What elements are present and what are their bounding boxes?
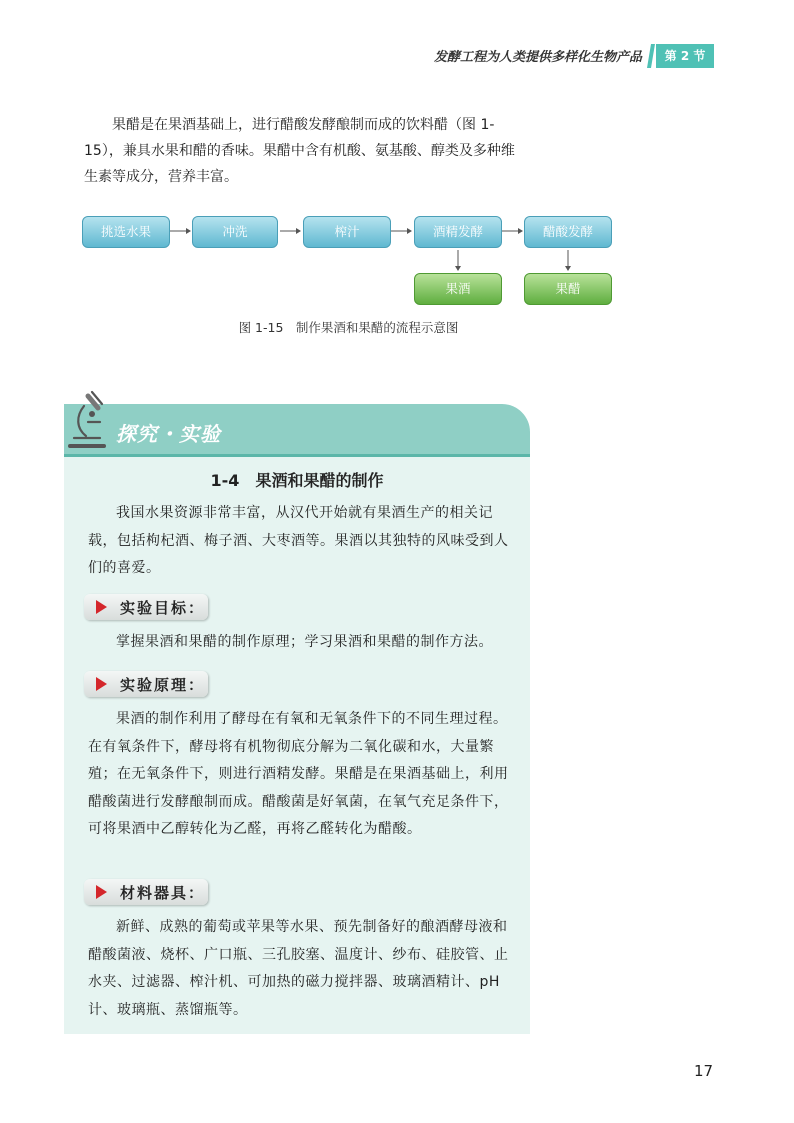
chapter-title: 发酵工程为人类提供多样化生物产品	[433, 50, 642, 65]
arrow-down-icon	[561, 248, 575, 272]
product-fruit-vinegar: 果醋	[524, 273, 612, 305]
triangle-marker-icon	[96, 885, 107, 899]
section-badge: 第 2 节	[656, 44, 714, 68]
principle-tag	[84, 671, 208, 697]
principle-label: 实验原理：	[120, 676, 206, 694]
arrow-right-icon	[278, 224, 302, 238]
figure-caption: 图 1-15 制作果酒和果醋的流程示意图	[238, 320, 459, 335]
microscope-icon	[62, 386, 112, 456]
arrow-right-icon	[500, 224, 524, 238]
triangle-marker-icon	[96, 677, 107, 691]
materials-tag	[84, 879, 208, 905]
triangle-marker-icon	[96, 600, 107, 614]
intro-paragraph: 果醋是在果酒基础上，进行醋酸发酵酿制而成的饮料醋（图 1-15），兼具水果和醋的香味。果醋中含有机酸、氨基酸、醇类及多种维生素等成分，营养丰富。	[84, 117, 515, 185]
page-number: 17	[694, 1062, 714, 1080]
product-fruit-wine: 果酒	[414, 273, 502, 305]
explore-banner-title: 探究・实验	[116, 422, 221, 446]
arrow-right-icon	[389, 224, 413, 238]
experiment-title: 1-4 果酒和果醋的制作	[210, 471, 384, 490]
materials-label: 材料器具：	[120, 884, 206, 902]
step-alcohol-fermentation: 酒精发酵	[414, 216, 502, 248]
materials-text: 新鲜、成熟的葡萄或苹果等水果、预先制备好的酿酒酵母液和醋酸菌液、烧杯、广口瓶、三孔胶塞、温度计、纱布、硅胶管、止水夹、过滤器、榨汁机、可加热的磁力搅拌器、玻璃酒精计、pH 计、玻璃瓶、蒸馏瓶等。	[88, 919, 509, 1018]
step-juice: 榨汁	[303, 216, 391, 248]
goal-label: 实验目标：	[120, 599, 206, 617]
goal-text: 掌握果酒和果醋的制作原理；学习果酒和果醋的制作方法。	[116, 634, 493, 650]
arrow-right-icon	[168, 224, 192, 238]
experiment-intro: 我国水果资源非常丰富，从汉代开始就有果酒生产的相关记载，包括枸杞酒、梅子酒、大枣酒等。果酒以其独特的风味受到人们的喜爱。	[88, 505, 509, 576]
step-acetic-fermentation: 醋酸发酵	[524, 216, 612, 248]
step-rinse: 冲洗	[192, 216, 278, 248]
arrow-down-icon	[451, 248, 465, 272]
principle-text: 果酒的制作利用了酵母在有氧和无氧条件下的不同生理过程。在有氧条件下，酵母将有机物彻底分解为二氧化碳和水，大量繁殖；在无氧条件下，则进行酒精发酵。果醋是在果酒基础上，利用醋酸菌进行发酵酿制而成。醋酸菌是好氧菌，在氧气充足条件下，可将果酒中乙醇转化为乙醛，再将乙醛转化为醋酸。	[88, 711, 509, 837]
step-pick-fruit: 挑选水果	[82, 216, 170, 248]
goal-tag	[84, 594, 208, 620]
